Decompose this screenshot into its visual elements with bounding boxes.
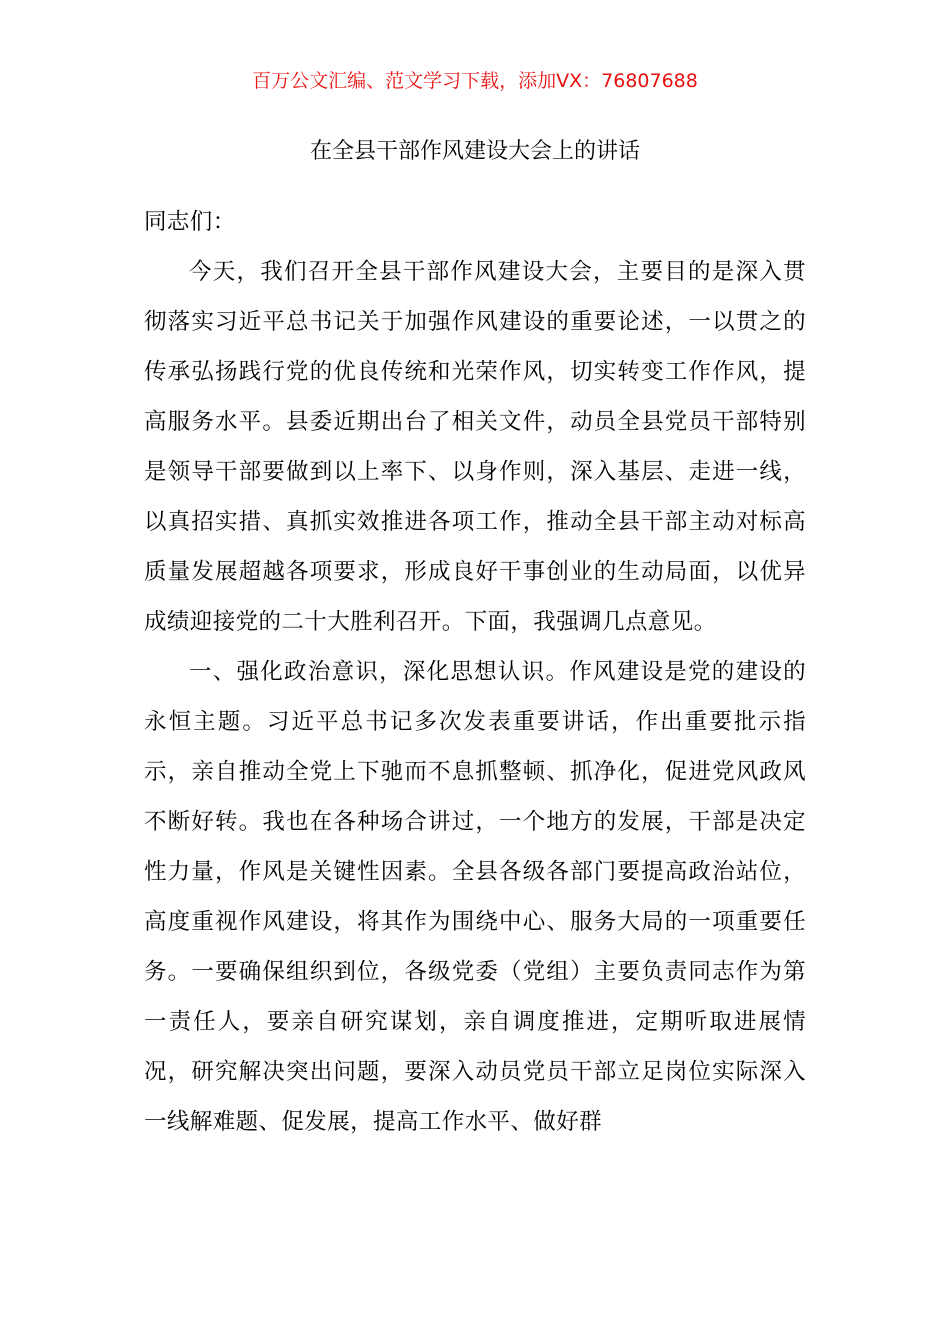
paragraph-intro: 今天，我们召开全县干部作风建设大会，主要目的是深入贯彻落实习近平总书记关于加强作风建设的重要论述，一以贯之的传承弘扬践行党的优良传统和光荣作风，切实转变工作作风，提高服务水平。县委近期出台了相关文件，动员全县党员干部特别是领导干部要做到以上率下、以身作则，深入基层、走进一线，以真招实措、真抓实效推进各项工作，推动全县干部主动对标高质量发展超越各项要求，形成良好干事创业的生动局面，以优异成绩迎接党的二十大胜利召开。下面，我强调几点意见。: [144, 259, 806, 635]
header-watermark-note: 百万公文汇编、范文学习下载，添加VX：76807688: [252, 70, 698, 92]
paragraph-section-one: 一、强化政治意识，深化思想认识。作风建设是党的建设的永恒主题。习近平总书记多次发表重要讲话，作出重要批示指示，亲自推动全党上下驰而不息抓整顿、抓净化，促进党风政风不断好转。我也在各种场合讲过，一个地方的发展，干部是决定性力量，作风是关键性因素。全县各级各部门要提高政治站位，高度重视作风建设，将其作为围绕中心、服务大局的一项重要任务。一要确保组织到位，各级党委（党组）主要负责同志作为第一责任人，要亲自研究谋划，亲自调度推进，定期听取进展情况，研究解决突出问题，要深入动员党员干部立足岗位实际深入一线解难题、促发展，提高工作水平、做好群: [144, 659, 806, 1135]
document-title: 在全县干部作风建设大会上的讲话: [309, 139, 640, 164]
document-body: [144, 197, 806, 1147]
salutation: 同志们：: [144, 209, 236, 235]
